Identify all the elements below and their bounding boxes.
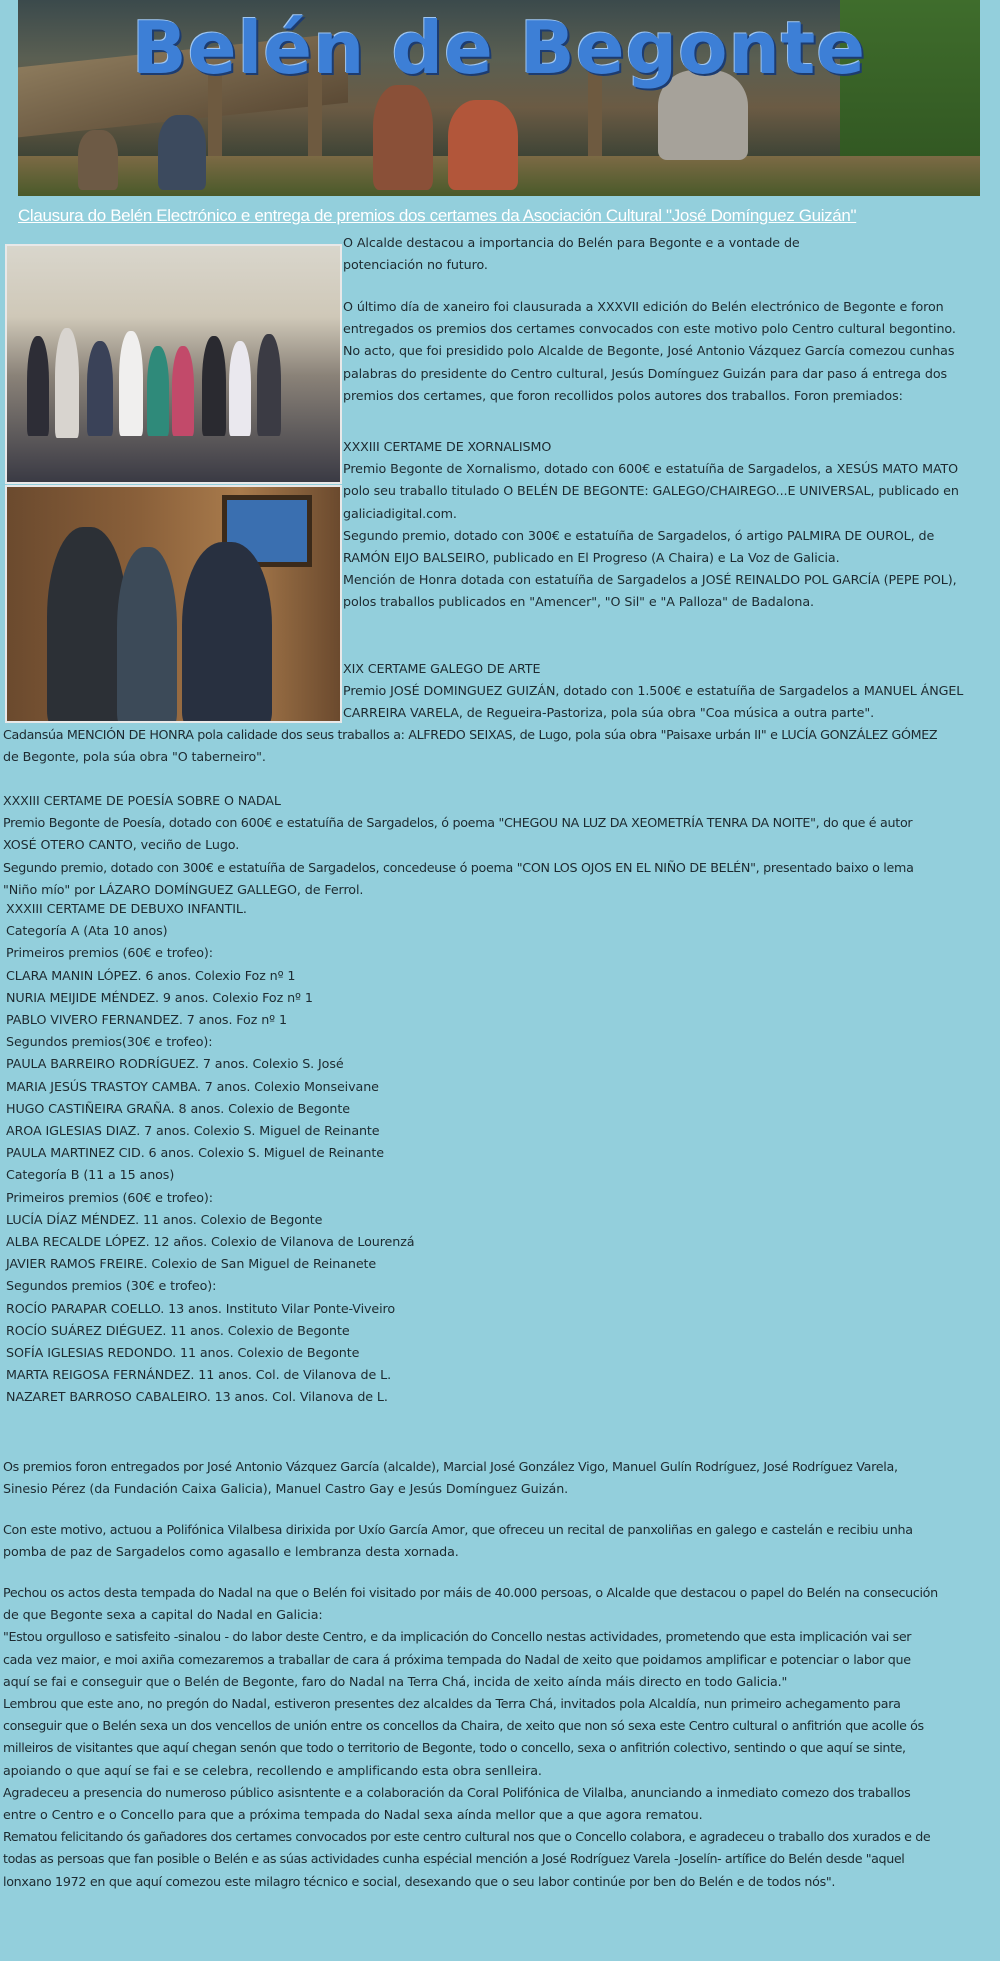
winner-line: MARTA REIGOSA FERNÁNDEZ. 11 anos. Col. de Vilanova de L. bbox=[6, 1367, 391, 1383]
text-line: pomba de paz de Sargadelos como agasallo e lembranza desta xornada. bbox=[3, 1544, 459, 1560]
text-line: "Niño mío" por LÁZARO DOMÍNGUEZ GALLEGO, de Ferrol. bbox=[3, 881, 364, 897]
text-line: de que Begonte sexa a capital do Nadal en Galicia: bbox=[3, 1607, 323, 1623]
winner-line: LUCÍA DÍAZ MÉNDEZ. 11 anos. Colexio de Begonte bbox=[6, 1211, 323, 1227]
text-line: Cadansúa MENCIÓN DE HONRA pola calidade dos seus traballos a: ALFREDO SEIXAS, de Lugo, pola súa obra "Paisaxe urbán II" e LUCÍA GONZÁLEZ GÓMEZ bbox=[3, 727, 938, 742]
text-line: todas as persoas que fan posible o Belén e as súas actividades cunha espécial mención a José Rodríguez Varela -Joselín- artífice do Belén desde "aquel bbox=[3, 1851, 905, 1867]
closing-p2 bbox=[3, 1519, 997, 1563]
text-line: Lembrou que este ano, no pregón do Nadal, estiveron presentes dez alcaldes da Terra Chá, invitados pola Alcaldía, nun primeiro achegamento para bbox=[3, 1696, 901, 1712]
photo-person bbox=[202, 336, 226, 436]
winner-line: PAULA BARREIRO RODRÍGUEZ. 7 anos. Colexio S. José bbox=[6, 1056, 344, 1072]
winner-line: NAZARET BARROSO CABALEIRO. 13 anos. Col. Vilanova de L. bbox=[6, 1389, 388, 1405]
photo-person bbox=[172, 346, 194, 436]
debuxo-section bbox=[6, 898, 1000, 1409]
section-heading: XIX CERTAME GALEGO DE ARTE bbox=[343, 661, 541, 676]
text-line: Rematou felicitando ós gañadores dos certames convocados por este centro cultural nos que o Concello colabora, e agradeceu o traballo dos xurados e de bbox=[3, 1829, 931, 1845]
header-banner bbox=[18, 0, 980, 196]
photo-person bbox=[47, 527, 127, 723]
text-line: lonxano 1972 en que aquí comezou este milagro técnico e social, desexando que o seu labor continúe por ben do Belén e de todos nós". bbox=[3, 1873, 836, 1889]
text-line: polos traballos publicados en "Amencer", "O Sil" e "A Palloza" de Badalona. bbox=[343, 594, 814, 610]
text-line: CARREIRA VARELA, de Regueira-Pastoriza, pola súa obra "Coa música a outra parte". bbox=[343, 705, 875, 721]
xornalismo-section bbox=[343, 436, 995, 614]
text-line: Premio Begonte de Poesía, dotado con 600€ e estatuíña de Sargadelos, ó poema "CHEGOU NA LUZ DA XEOMETRÍA TENRA DA NOITE", do que é autor bbox=[3, 815, 913, 831]
closing-p3 bbox=[3, 1582, 997, 1893]
text-line: entre o Centro e o Concello para que a próxima tempada do Nadal sexa aínda mellor que a que agora rematou. bbox=[3, 1807, 703, 1823]
prize-label: Segundos premios(30€ e trofeo): bbox=[6, 1034, 213, 1050]
photo-person bbox=[117, 547, 177, 723]
text-line: galiciadigital.com. bbox=[343, 505, 457, 521]
prize-label: Primeiros premios (60€ e trofeo): bbox=[6, 1189, 213, 1205]
text-line: Premio Begonte de Xornalismo, dotado con 600€ e estatuíña de Sargadelos, a XESÚS MATO MATO bbox=[343, 461, 959, 477]
text-line: entregados os premios dos certames convocados con este motivo polo Centro cultural begontino. bbox=[343, 321, 956, 337]
text-line: RAMÓN EIJO BALSEIRO, publicado en El Progreso (A Chaira) e La Voz de Galicia. bbox=[343, 550, 840, 566]
photo-person bbox=[87, 341, 113, 436]
section-heading: XXXIII CERTAME DE DEBUXO INFANTIL. bbox=[6, 901, 247, 916]
photo-person bbox=[182, 542, 272, 723]
text-line: Premio JOSÉ DOMINGUEZ GUIZÁN, dotado con 1.500€ e estatuíña de Sargadelos a MANUEL ÁNGEL bbox=[343, 683, 964, 699]
text-line: Os premios foron entregados por José Antonio Vázquez García (alcalde), Marcial José González Vigo, Manuel Gulín Rodríguez, José Rodríguez Varela, bbox=[3, 1459, 898, 1474]
text-line: premios dos certames, que foron recollidos polos autores dos traballos. Foron premiados: bbox=[343, 387, 903, 403]
group-photo bbox=[5, 244, 342, 484]
winner-line: SOFÍA IGLESIAS REDONDO. 11 anos. Colexio de Begonte bbox=[6, 1345, 360, 1361]
intro-body bbox=[343, 296, 995, 407]
award-photo bbox=[5, 485, 342, 723]
photo-person bbox=[147, 346, 169, 436]
text-line: Pechou os actos desta tempada do Nadal na que o Belén foi visitado por máis de 40.000 persoas, o Alcalde que destacou o papel do Belén na consecución bbox=[3, 1585, 938, 1600]
closing-p1 bbox=[3, 1456, 997, 1500]
winner-line: HUGO CASTIÑEIRA GRAÑA. 8 anos. Colexio de Begonte bbox=[6, 1100, 350, 1116]
text-line: polo seu traballo titulado O BELÉN DE BEGONTE: GALEGO/CHAIREGO...E UNIVERSAL, publicado en bbox=[343, 483, 959, 499]
text-line: Agradeceu a presencia do numeroso público asisntente e a colaboración da Coral Polifónica de Vilalba, anunciando a inmediato comezo dos traballos bbox=[3, 1784, 911, 1800]
winner-line: CLARA MANIN LÓPEZ. 6 anos. Colexio Foz nº 1 bbox=[6, 967, 296, 983]
prize-label: Segundos premios (30€ e trofeo): bbox=[6, 1278, 217, 1294]
text-line: conseguir que o Belén sexa un dos vencellos de unión entre os concellos da Chaira, de xeito que non só sexa este Centro cultural o anfitrión que acolle ós bbox=[3, 1718, 924, 1734]
text-line: milleiros de visitantes que aquí chegan senón que todo o territorio de Begonte, todo o concello, sexa o anfitrión colectivo, sentindo o que aquí se sinte, bbox=[3, 1740, 906, 1756]
winner-line: ROCÍO PARAPAR COELLO. 13 anos. Instituto Vilar Ponte-Viveiro bbox=[6, 1300, 396, 1316]
banner-figure bbox=[78, 130, 118, 190]
article-title-link[interactable]: Clausura do Belén Electrónico e entrega de premios dos certames da Asociación Cultural "José Domínguez Guizán" bbox=[18, 206, 857, 225]
winner-line: PABLO VIVERO FERNANDEZ. 7 anos. Foz nº 1 bbox=[6, 1012, 287, 1028]
text-line: No acto, que foi presidido polo Alcalde de Begonte, José Antonio Vázquez García comezou cunhas bbox=[343, 343, 955, 359]
text-line: de Begonte, pola súa obra "O taberneiro". bbox=[3, 749, 266, 765]
banner-figure bbox=[158, 115, 206, 190]
intro-lead bbox=[343, 232, 995, 276]
section-heading: XXXIII CERTAME DE XORNALISMO bbox=[343, 439, 552, 454]
winner-line: JAVIER RAMOS FREIRE. Colexio de San Miguel de Reinanete bbox=[6, 1256, 377, 1272]
text-line: palabras do presidente do Centro cultural, Jesús Domínguez Guizán para dar paso á entrega dos bbox=[343, 365, 948, 381]
text-line: Mención de Honra dotada con estatuíña de Sargadelos a JOSÉ REINALDO POL GARCÍA (PEPE POL), bbox=[343, 572, 957, 588]
photo-person bbox=[229, 341, 251, 436]
winner-line: PAULA MARTINEZ CID. 6 anos. Colexio S. Miguel de Reinante bbox=[6, 1145, 384, 1161]
arte-section bbox=[343, 658, 995, 725]
text-line: Segundo premio, dotado con 300€ e estatuíña de Sargadelos, concedeuse ó poema "CON LOS OJOS EN EL NIÑO DE BELÉN", presentado baixo o lema bbox=[3, 859, 914, 875]
winner-line: ALBA RECALDE LÓPEZ. 12 años. Colexio de Vilanova de Lourenzá bbox=[6, 1234, 415, 1250]
text-line: Segundo premio, dotado con 300€ e estatuíña de Sargadelos, ó artigo PALMIRA DE OUROL, de bbox=[343, 527, 935, 543]
category-label: Categoría A (Ata 10 anos) bbox=[6, 923, 168, 939]
winner-line: ROCÍO SUÁREZ DIÉGUEZ. 11 anos. Colexio de Begonte bbox=[6, 1322, 350, 1338]
photo-person bbox=[119, 331, 143, 436]
text-line: O último día de xaneiro foi clausurada a XXXVII edición do Belén electrónico de Begonte e foron bbox=[343, 299, 944, 314]
photo-person bbox=[55, 328, 79, 438]
banner-figure bbox=[373, 85, 433, 190]
category-label: Categoría B (11 a 15 anos) bbox=[6, 1167, 175, 1183]
text-line: potenciación no futuro. bbox=[343, 257, 488, 273]
text-line: O Alcalde destacou a importancia do Belén para Begonte e a vontade de bbox=[343, 235, 800, 250]
arte-honra bbox=[3, 724, 997, 768]
text-line: "Estou orgulloso e satisfeito -sinalou - do labor deste Centro, e da implicación do Concello nestas actividades, prometendo que esta implicación vai ser bbox=[3, 1629, 912, 1645]
winner-line: AROA IGLESIAS DIAZ. 7 anos. Colexio S. Miguel de Reinante bbox=[6, 1123, 380, 1139]
winner-line: MARIA JESÚS TRASTOY CAMBA. 7 anos. Colexio Monseivane bbox=[6, 1078, 379, 1094]
text-line: Sinesio Pérez (da Fundación Caixa Galicia), Manuel Castro Gay e Jesús Domínguez Guizán. bbox=[3, 1481, 569, 1497]
text-line: Con este motivo, actuou a Polifónica Vilalbesa dirixida por Uxío García Amor, que ofreceu un recital de panxoliñas en galego e castelán e recibiu unha bbox=[3, 1522, 913, 1537]
photo-person bbox=[257, 334, 281, 436]
text-line: cada vez maior, e moi axiña comezaremos a traballar de cara á próxima tempada do Nadal de xeito que poidamos amplificar e potenciar o labor que bbox=[3, 1651, 911, 1667]
banner-figure bbox=[448, 100, 518, 190]
site-title: Belén de Begonte bbox=[131, 6, 867, 90]
section-heading: XXXIII CERTAME DE POESÍA SOBRE O NADAL bbox=[3, 793, 281, 808]
poesia-section bbox=[3, 790, 997, 901]
text-line: aquí se fai e conseguir que o Belén de Begonte, faro do Nadal na Terra Chá, incida de xeito aínda máis directo en todo Galicia." bbox=[3, 1673, 788, 1689]
text-line: XOSÉ OTERO CANTO, veciño de Lugo. bbox=[3, 837, 240, 853]
winner-line: NURIA MEIJIDE MÉNDEZ. 9 anos. Colexio Foz nº 1 bbox=[6, 989, 313, 1005]
text-line: apoiando o que aquí se fai e se celebra, recollendo e amplificando esta obra senlleira. bbox=[3, 1762, 542, 1778]
photo-person bbox=[27, 336, 49, 436]
prize-label: Primeiros premios (60€ e trofeo): bbox=[6, 945, 213, 961]
